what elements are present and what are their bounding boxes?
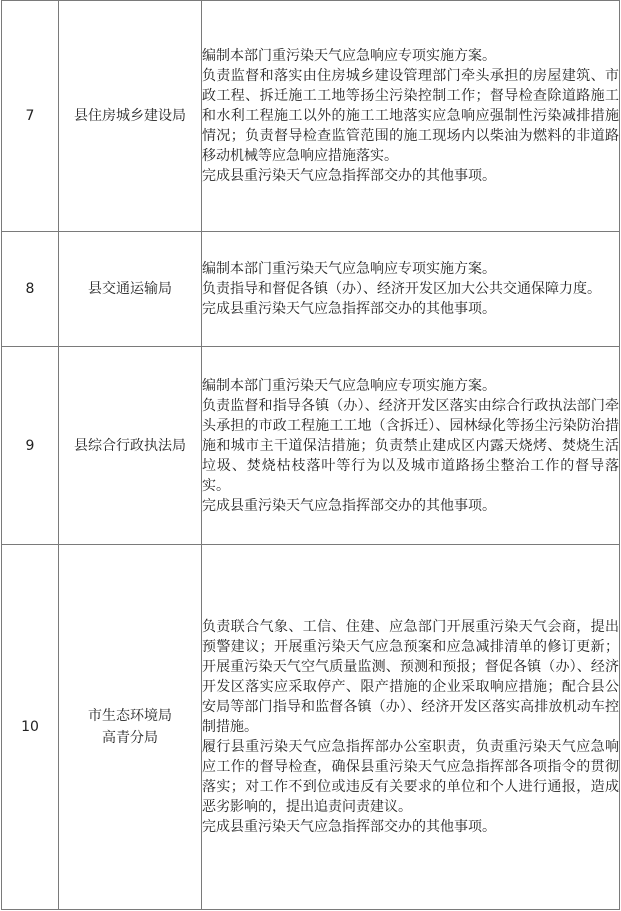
duty-paragraph: 完成县重污染天气应急指挥部交办的其他事项。 (202, 301, 496, 317)
table-row (2, 232, 620, 347)
row-number: 10 (2, 545, 59, 910)
table-row (2, 347, 620, 545)
duty-paragraph: 履行县重污染天气应急指挥部办公室职责，负责重污染天气应急响应工作的督导检查，确保县重污染天气应急指挥部各项指令的贯彻落实；对工作不到位或违反有关要求的单位和个人进行通报，造成恶劣影响的，提出追责问责建议。 (202, 739, 619, 815)
duty-cell (202, 232, 620, 347)
duty-paragraph: 负责监督和指导各镇（办）、经济开发区落实由综合行政执法部门牵头承担的市政工程施工工地（含拆迁）、园林绿化等扬尘污染防治措施和城市主干道保洁措施；负责禁止建成区内露天烧烤、焚烧生活垃圾、焚烧枯枝落叶等行为以及城市道路扬尘整治工作的督导落实。 (202, 397, 619, 494)
department-name-line: 高青分局 (102, 730, 158, 746)
duty-paragraph: 完成县重污染天气应急指挥部交办的其他事项。 (202, 497, 496, 514)
department-name (59, 232, 202, 347)
duty-cell (202, 545, 620, 910)
table-row (2, 545, 620, 910)
duty-paragraph: 完成县重污染天气应急指挥部交办的其他事项。 (202, 168, 496, 184)
department-name (59, 545, 202, 910)
duty-paragraph: 编制本部门重污染天气应急响应专项实施方案。 (202, 377, 496, 394)
department-name-line: 县综合行政执法局 (74, 437, 186, 454)
row-number: 8 (2, 232, 59, 347)
department-name-line: 县住房城乡建设局 (74, 108, 186, 124)
duty-paragraph: 负责指导和督促各镇（办）、经济开发区加大公共交通保障力度。 (202, 281, 601, 297)
duty-paragraph: 编制本部门重污染天气应急响应专项实施方案。 (202, 261, 496, 277)
department-name-line: 县交通运输局 (88, 281, 172, 297)
duty-paragraph: 完成县重污染天气应急指挥部交办的其他事项。 (202, 819, 496, 835)
table-row (2, 1, 620, 232)
duty-cell (202, 1, 620, 232)
department-name (59, 1, 202, 232)
responsibility-table (1, 0, 620, 910)
duty-cell (202, 347, 620, 545)
row-number: 9 (2, 347, 59, 545)
department-name (59, 347, 202, 545)
duty-paragraph: 负责监督和落实由住房城乡建设管理部门牵头承担的房屋建筑、市政工程、拆迁施工工地等扬尘污染控制工作；督导检查除道路施工和水利工程施工以外的施工工地落实应急响应强制性污染减排措施情况；负责督导检查监管范围的施工现场内以柴油为燃料的非道路移动机械等应急响应措施落实。 (202, 68, 619, 164)
department-name-line: 市生态环境局 (88, 708, 172, 724)
duty-paragraph: 负责联合气象、工信、住建、应急部门开展重污染天气会商，提出预警建议；开展重污染天气应急预案和应急减排清单的修订更新；开展重污染天气空气质量监测、预测和预报；督促各镇（办）、经济开发区落实应采取停产、限产措施的企业采取响应措施；配合县公安局等部门指导和监督各镇（办）、经济开发区落实高排放机动车控制措施。 (202, 619, 619, 735)
duty-paragraph: 编制本部门重污染天气应急响应专项实施方案。 (202, 48, 496, 64)
row-number: 7 (2, 1, 59, 232)
